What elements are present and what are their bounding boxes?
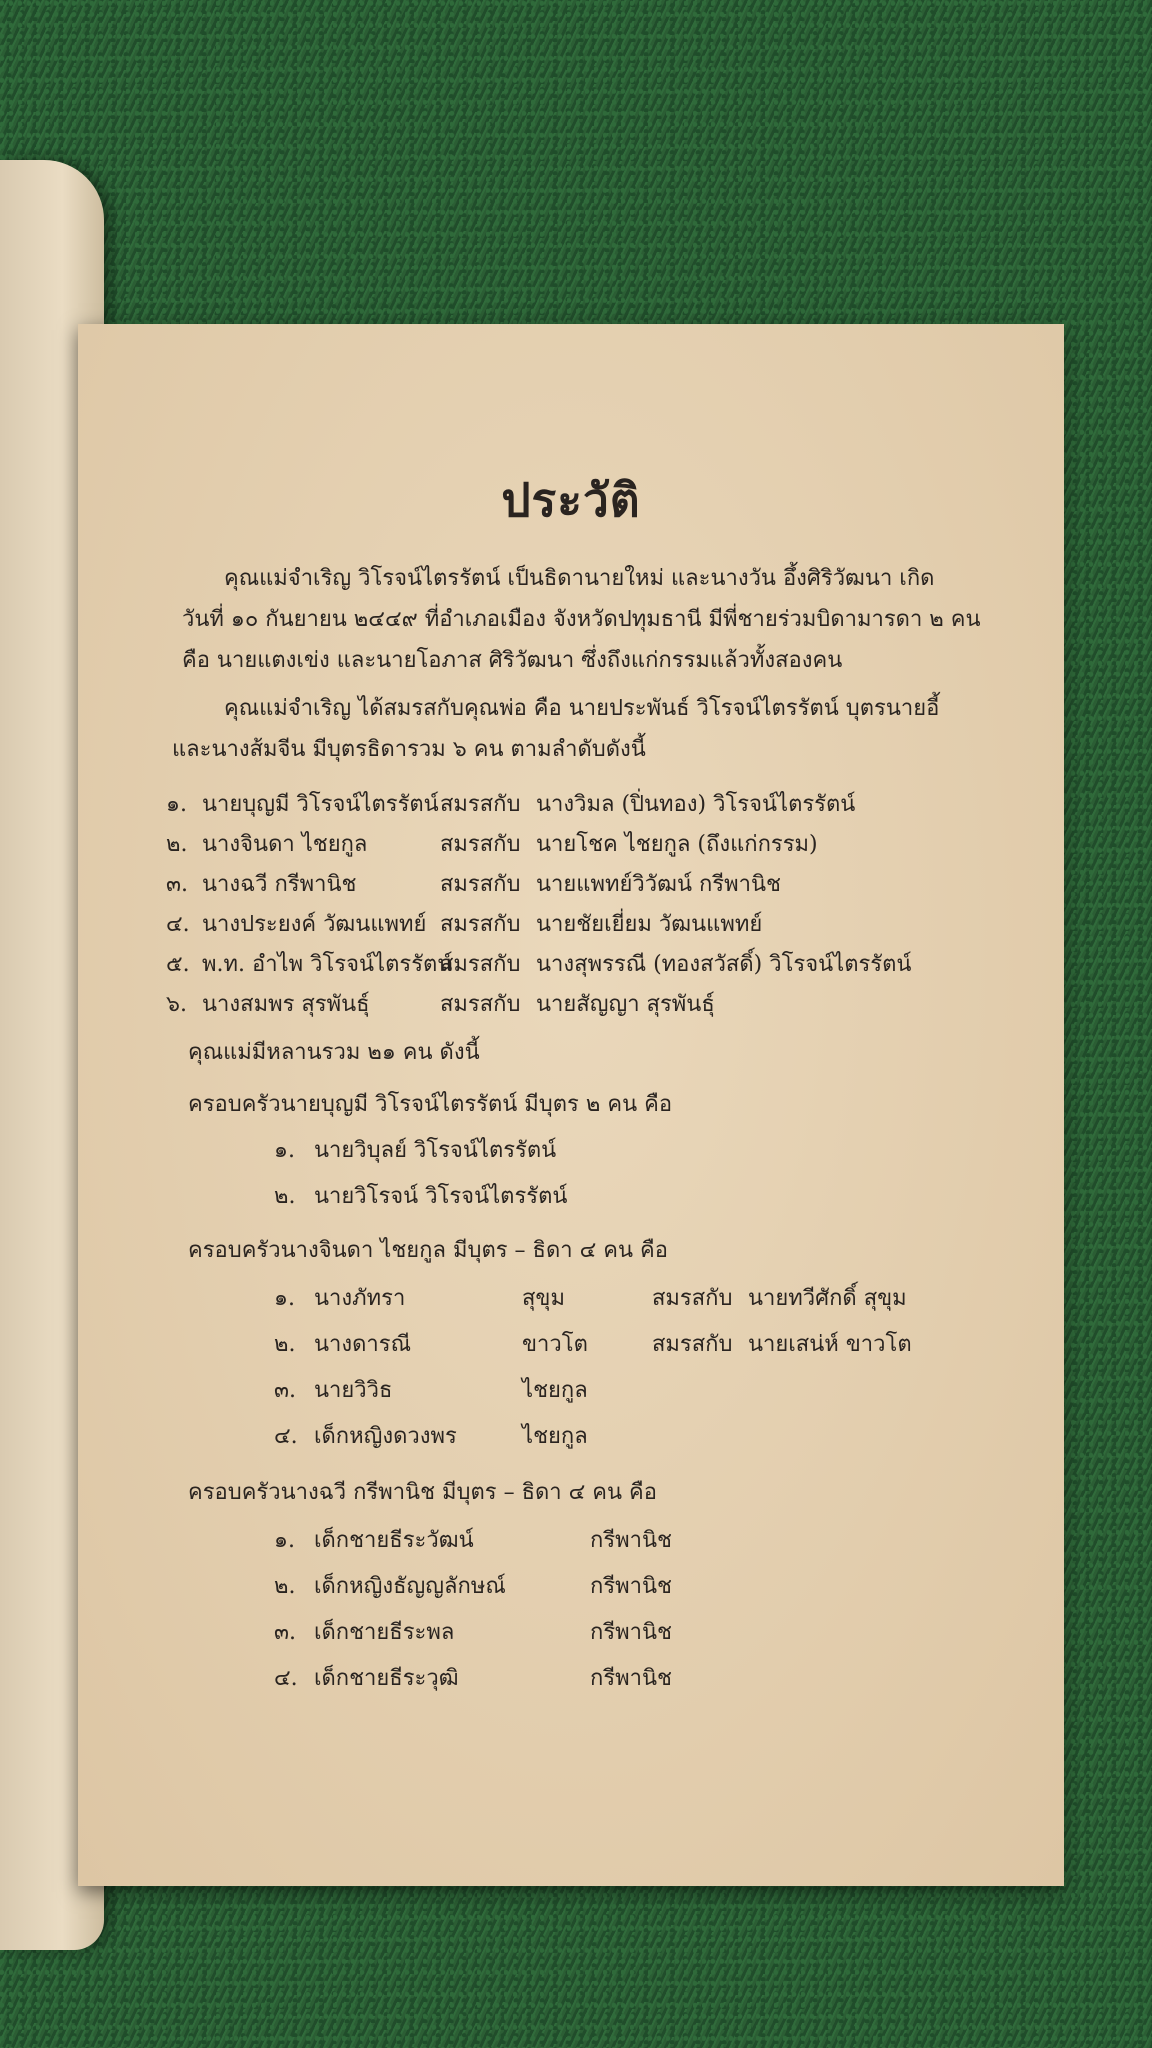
item-number: ๑. [274,1138,295,1163]
relation-text: สมรสกับ [652,1332,733,1357]
item-number: ๓. [274,1378,297,1403]
member-first-name: เด็กชายธีระพล [314,1620,455,1645]
intro-paragraph [182,558,1012,681]
item-number: ๓. [166,872,189,897]
member-first-name: นางภัทรา [314,1286,406,1311]
member-last-name: กรีพานิช [590,1528,672,1553]
item-number: ๒. [166,832,188,857]
member-first-name: เด็กหญิงธัญญลักษณ์ [314,1574,506,1599]
item-number: ๑. [166,792,187,817]
item-number: ๒. [274,1332,296,1357]
text-line: และนางส้มจีน มีบุตรธิดารวม ๖ คน ตามลำดับดังนี้ [172,737,646,762]
item-number: ๖. [166,992,187,1017]
member-name: นายวิโรจน์ วิโรจน์ไตรรัตน์ [314,1184,568,1209]
member-first-name: เด็กชายธีระวุฒิ [314,1666,459,1691]
member-first-name: นายวิวิธ [314,1378,393,1403]
marriage-paragraph [172,688,1012,770]
item-number: ๒. [274,1184,296,1209]
member-name: นายวิบุลย์ วิโรจน์ไตรรัตน์ [314,1138,557,1163]
child-name: นางสมพร สุรพันธุ์ [202,992,370,1017]
text-line: คุณแม่จำเริญ วิโรจน์ไตรรัตน์ เป็นธิดานายใหม่ และนางวัน อึ้งศิริวัฒนา เกิด [224,566,935,591]
item-number: ๑. [274,1528,295,1553]
spouse-name: นางสุพรรณี (ทองสวัสดิ์) วิโรจน์ไตรรัตน์ [536,952,912,977]
child-name: นางจินดา ไชยกูล [202,832,368,857]
child-name: นางประยงค์ วัฒนแพทย์ [202,912,427,937]
text-line: วันที่ ๑๐ กันยายน ๒๔๔๙ ที่อำเภอเมือง จังหวัดปทุมธานี มีพี่ชายร่วมบิดามารดา ๒ คน [182,607,981,632]
family-heading: ครอบครัวนางฉวี กรีพานิช มีบุตร – ธิดา ๔ คน คือ [188,1480,657,1505]
member-last-name: กรีพานิช [590,1574,672,1599]
relation-text: สมรสกับ [440,912,521,937]
relation-text: สมรสกับ [440,832,521,857]
item-number: ๓. [274,1620,297,1645]
member-last-name: สุขุม [522,1286,565,1311]
member-last-name: ขาวโต [522,1332,588,1357]
member-last-name: ไชยกูล [522,1424,588,1449]
family-heading: ครอบครัวนายบุญมี วิโรจน์ไตรรัตน์ มีบุตร ๒ คน คือ [188,1092,673,1117]
relation-text: สมรสกับ [652,1286,733,1311]
grandchildren-intro: คุณแม่มีหลานรวม ๒๑ คน ดังนี้ [188,1040,480,1065]
item-number: ๕. [166,952,190,977]
child-name: นางฉวี กรีพานิช [202,872,357,897]
spouse-name: นายโชค ไชยกูล (ถึงแก่กรรม) [536,832,818,857]
relation-text: สมรสกับ [440,792,521,817]
spouse-name: นายชัยเยี่ยม วัฒนแพทย์ [536,912,763,937]
member-first-name: เด็กชายธีระวัฒน์ [314,1528,474,1553]
text-line: คือ นายแตงเข่ง และนายโอภาส ศิริวัฒนา ซึ่งถึงแก่กรรมแล้วทั้งสองคน [182,648,843,673]
page-title: ประวัติ [501,473,641,527]
item-number: ๔. [274,1424,298,1449]
relation-text: สมรสกับ [440,992,521,1017]
member-last-name: กรีพานิช [590,1620,672,1645]
spouse-name: นายทวีศักดิ์ สุขุม [748,1286,907,1311]
member-last-name: ไชยกูล [522,1378,588,1403]
spouse-name: นายแพทย์วิวัฒน์ กรีพานิช [536,872,781,897]
item-number: ๔. [166,912,190,937]
family-heading: ครอบครัวนางจินดา ไชยกูล มีบุตร – ธิดา ๔ คน คือ [188,1238,668,1263]
relation-text: สมรสกับ [440,872,521,897]
member-last-name: กรีพานิช [590,1666,672,1691]
member-first-name: นางดารณี [314,1332,412,1357]
child-name: นายบุญมี วิโรจน์ไตรรัตน์ [202,792,439,817]
member-first-name: เด็กหญิงดวงพร [314,1424,457,1449]
document-page [78,324,1064,1886]
spouse-name: นายสัญญา สุรพันธุ์ [536,992,715,1017]
relation-text: สมรสกับ [440,952,521,977]
text-line: คุณแม่จำเริญ ได้สมรสกับคุณพ่อ คือ นายประพันธ์ วิโรจน์ไตรรัตน์ บุตรนายอี้ [224,696,940,721]
spouse-name: นายเสน่ห์ ขาวโต [748,1332,912,1357]
item-number: ๑. [274,1286,295,1311]
item-number: ๒. [274,1574,296,1599]
child-name: พ.ท. อำไพ วิโรจน์ไตรรัตน์ [202,952,453,977]
spouse-name: นางวิมล (ปิ่นทอง) วิโรจน์ไตรรัตน์ [536,792,856,817]
item-number: ๔. [274,1666,298,1691]
